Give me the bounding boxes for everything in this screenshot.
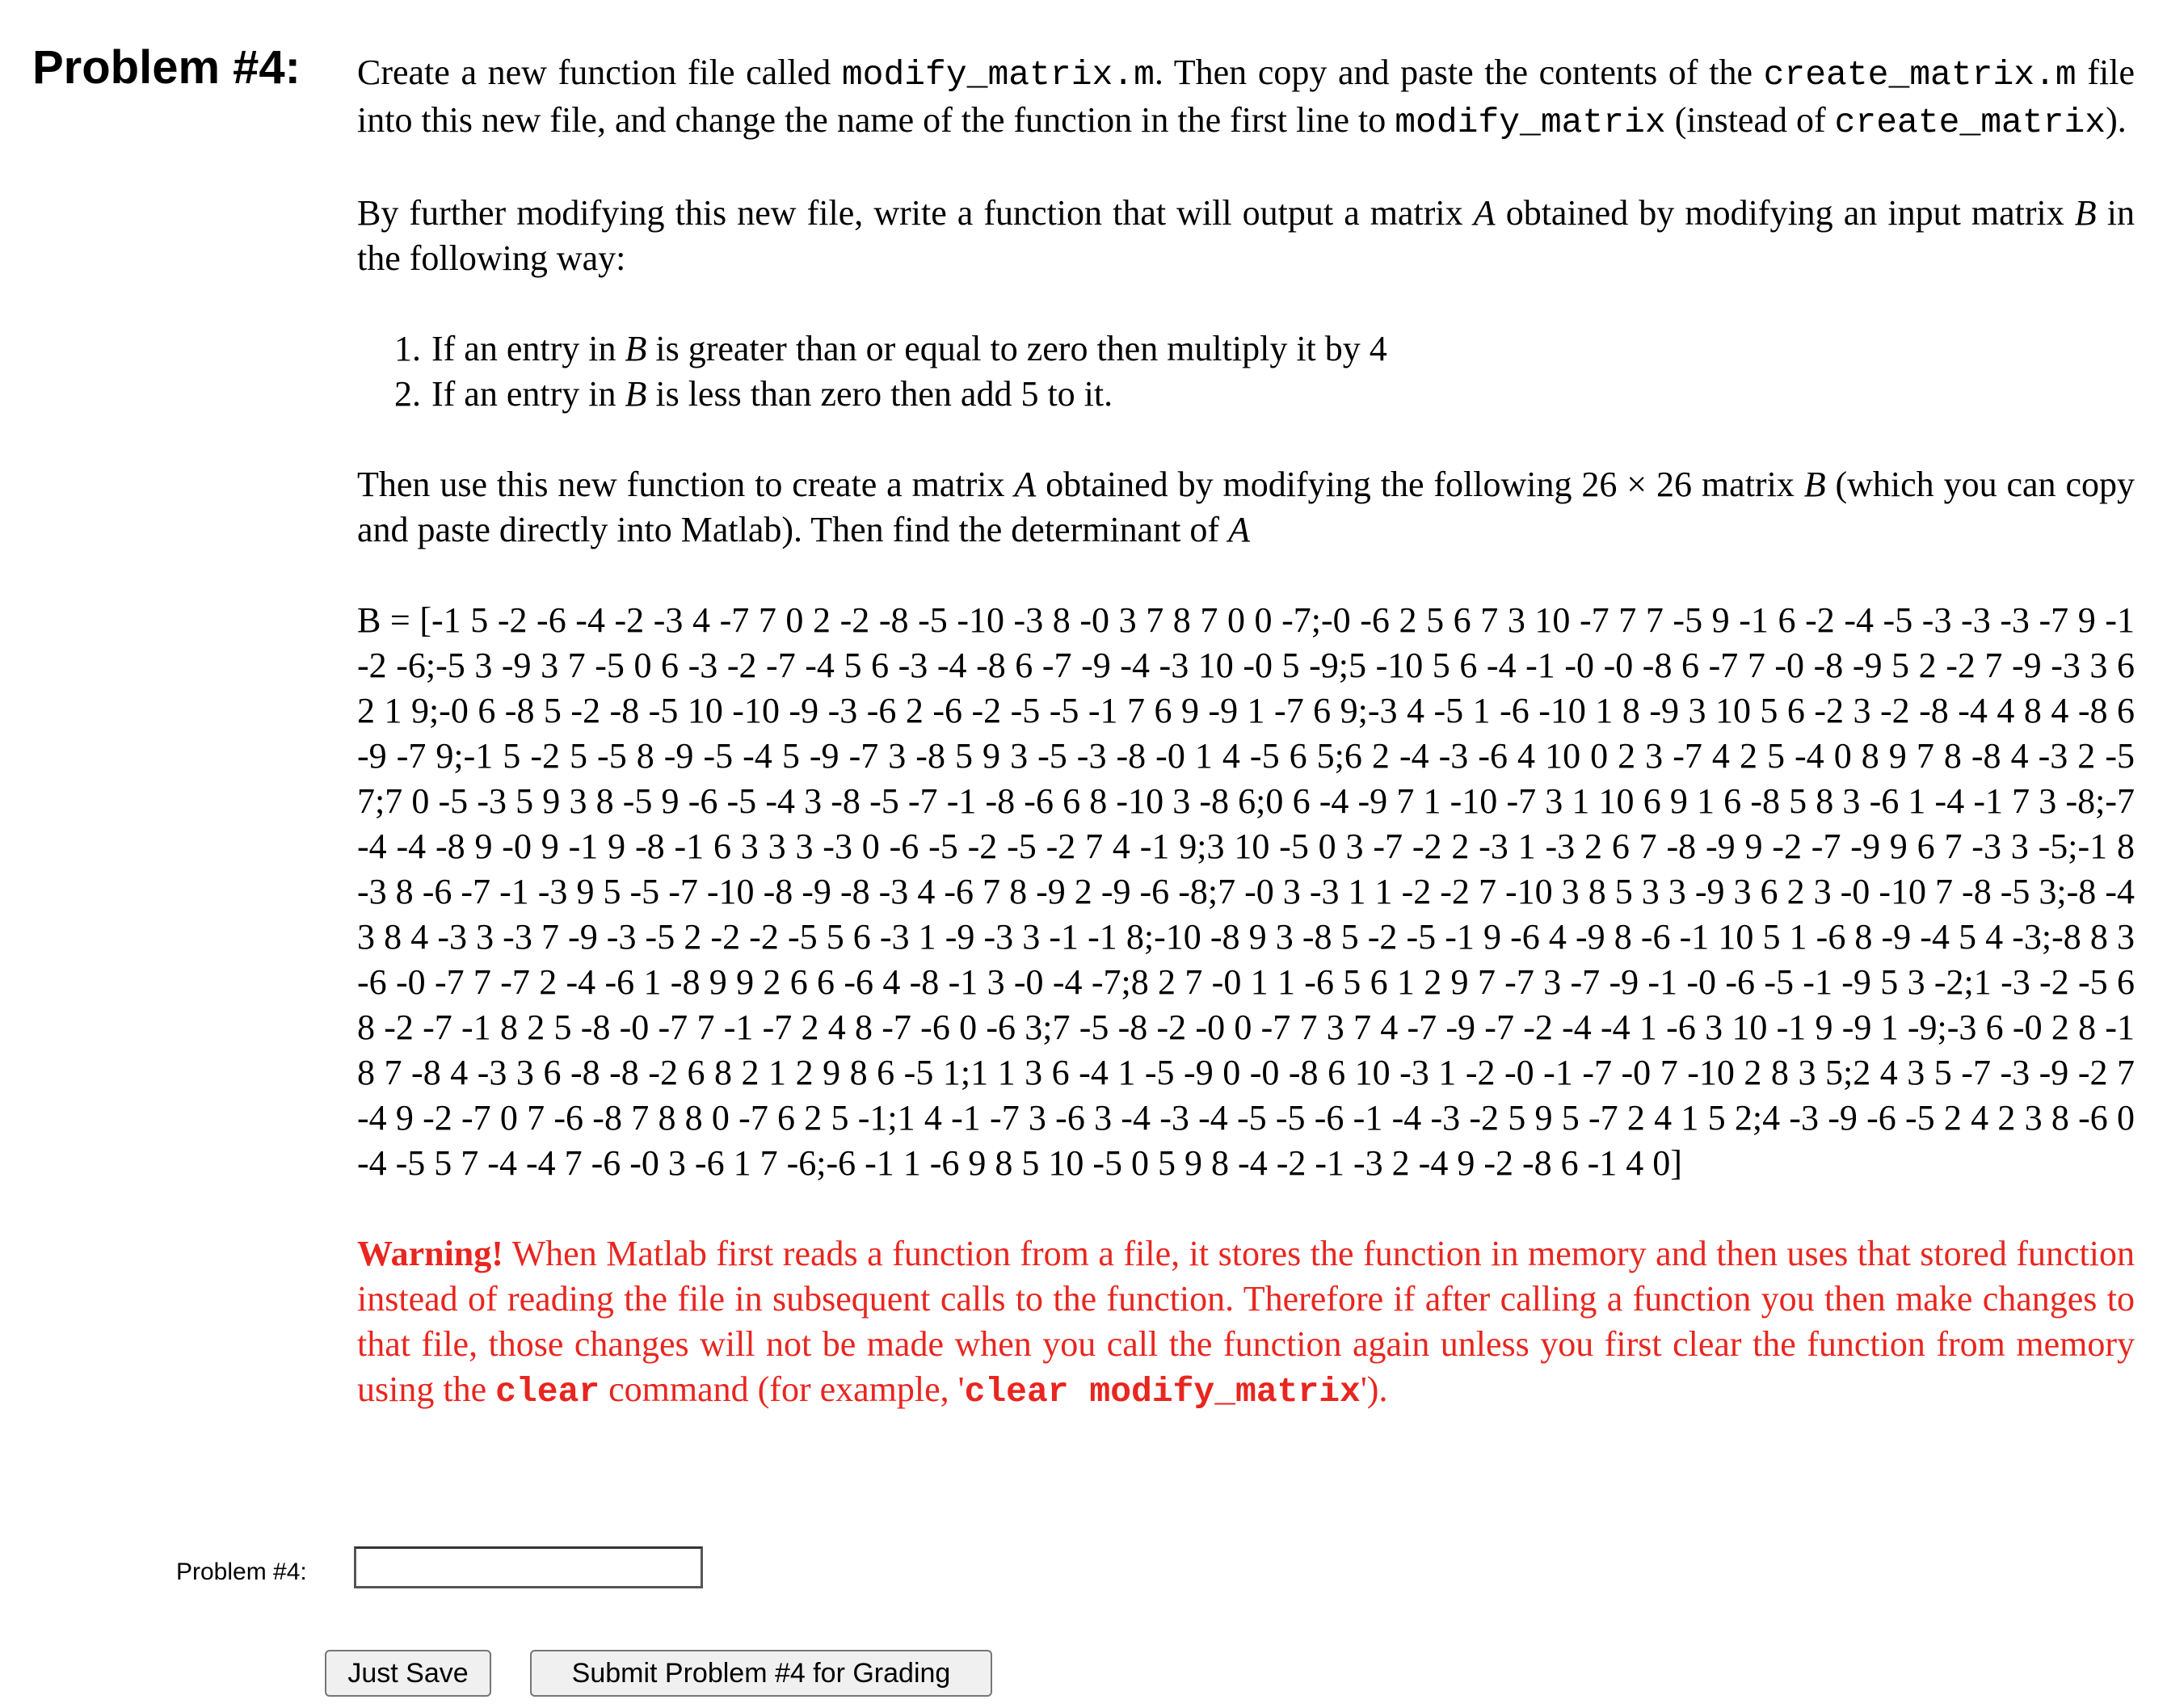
rule-number: 2. — [394, 374, 421, 414]
variable-b: B — [625, 374, 647, 414]
rule-text-2: is greater than or equal to zero then multiply it by 4 — [646, 329, 1387, 368]
function-name-modify-matrix: modify_matrix — [1395, 103, 1666, 142]
variable-a: A — [1473, 193, 1496, 233]
rule-text-1: If an entry in — [431, 329, 625, 368]
warning-text-3: '). — [1360, 1369, 1388, 1409]
variable-b: B — [2074, 193, 2097, 233]
clear-command: clear — [495, 1372, 600, 1411]
clear-example-command: clear modify_matrix — [964, 1372, 1361, 1411]
intro-text-1: Create a new function file called — [357, 53, 842, 92]
rule-item — [394, 372, 2135, 417]
intro-text-2: . Then copy and paste the contents of the — [1154, 53, 1764, 92]
rule-number: 1. — [394, 329, 421, 368]
then-text-2: obtained by modifying the following 26 × 26 matrix — [1036, 465, 1804, 504]
instructions-paragraph — [357, 462, 2135, 553]
variable-b: B — [625, 329, 647, 368]
rule-item — [394, 326, 2135, 372]
variable-b: B — [1803, 465, 1826, 504]
filename-create-matrix: create_matrix.m — [1763, 55, 2077, 95]
then-text-3: (which you can copy and paste directly into Matlab). Then find the determinant of — [357, 465, 2135, 549]
filename-modify-matrix: modify_matrix.m — [841, 55, 1155, 95]
variable-a: A — [1228, 510, 1250, 549]
warning-label: Warning! — [357, 1234, 503, 1273]
problem-content — [357, 50, 2135, 1415]
variable-a: A — [1014, 465, 1037, 504]
answer-label: Problem #4: — [176, 1559, 307, 1585]
then-text-1: Then use this new function to create a matrix — [357, 465, 1015, 504]
rule-text-1: If an entry in — [431, 374, 625, 414]
description-text-1: By further modifying this new file, write a function that will output a matrix — [357, 193, 1474, 233]
description-text-2: obtained by modifying an input matrix — [1495, 193, 2075, 233]
matrix-definition: B = [-1 5 -2 -6 -4 -2 -3 4 -7 7 0 2 -2 -8 -5 -10 -3 8 -0 3 7 8 7 0 0 -7;-0 -6 2 5 6 7 3 10 -7 7 7 -5 9 -1 6 -2 -4 -5 -3 -3 -3 -7 9 -1 -2 -6;-5 3 -9 3 7 -5 0 6 -3 -2 -7 -4 5 6 -3 -4 -8 6 -7 -9 -4 -3 10 -0 5 -9;5 -10 5 6 -4 -1 -0 -0 -8 6 -7 7 -0 -8 -9 5 2 -2 7 -9 -3 3 6 2 1 9;-0 6 -8 5 -2 -8 -5 10 -10 -9 -3 -6 2 -6 -2 -5 -5 -1 7 6 9 -9 1 -7 6 9;-3 4 -5 1 -6 -10 1 8 -9 3 10 5 6 -2 3 -2 -8 -4 4 8 4 -8 6 -9 -7 9;-1 5 -2 5 -5 8 -9 -5 -4 5 -9 -7 3 -8 5 9 3 -5 -3 -8 -0 1 4 -5 6 5;6 2 -4 -3 -6 4 10 0 2 3 -7 4 2 5 -4 0 8 9 7 8 -8 4 -3 2 -5 7;7 0 -5 -3 5 9 3 8 -5 9 -6 -5 -4 3 -8 -5 -7 -1 -8 -6 6 8 -10 3 -8 6;0 6 -4 -9 7 1 -10 -7 3 1 10 6 9 1 6 -8 5 8 3 -6 1 -4 -1 7 3 -8;-7 -4 -4 -8 9 -0 9 -1 9 -8 -1 6 3 3 3 -3 0 -6 -5 -2 -5 -2 7 4 -1 9;3 10 -5 0 3 -7 -2 2 -3 1 -3 2 6 7 -8 -9 9 -2 -7 -9 9 6 7 -3 3 -5;-1 8 -3 8 -6 -7 -1 -3 9 5 -5 -7 -10 -8 -9 -8 -3 4 -6 7 8 -9 2 -9 -6 -8;7 -0 3 -3 1 1 -2 -2 7 -10 3 8 5 3 3 -9 3 6 2 3 -0 -10 7 -8 -5 3;-8 -4 3 8 4 -3 3 -3 7 -9 -3 -5 2 -2 -2 -5 5 6 -3 1 -9 -3 3 -1 -1 8;-10 -8 9 3 -8 5 -2 -5 -1 9 -6 4 -9 8 -6 -1 10 5 1 -6 8 -9 -4 5 4 -3;-8 8 3 -6 -0 -7 7 -7 2 -4 -6 1 -8 9 9 2 6 6 -6 4 -8 -1 3 -0 -4 -7;8 2 7 -0 1 1 -6 5 6 1 2 9 7 -7 3 -7 -9 -1 -0 -6 -5 -1 -9 5 3 -2;1 -3 -2 -5 6 8 -2 -7 -1 8 2 5 -8 -0 -7 7 -1 -7 2 4 8 -7 -6 0 -6 3;7 -5 -8 -2 -0 0 -7 7 3 7 4 -7 -9 -7 -2 -4 -4 1 -6 3 10 -1 9 -9 1 -9;-3 6 -0 2 8 -1 8 7 -8 4 -3 3 6 -8 -8 -2 6 8 2 1 2 9 8 6 -5 1;1 1 3 6 -4 1 -5 -9 0 -0 -8 6 10 -3 1 -2 -0 -1 -7 -0 7 -10 2 8 3 5;2 4 3 5 -7 -3 -9 -2 7 -4 9 -2 -7 0 7 -6 -8 7 8 8 0 -7 6 2 5 -1;1 4 -1 -7 3 -6 3 -4 -3 -4 -5 -5 -6 -1 -4 -3 -2 5 9 5 -7 2 4 1 5 2;4 -3 -9 -6 -5 2 4 2 3 8 -6 0 -4 -5 5 7 -4 -4 7 -6 -0 3 -6 1 7 -6;-6 -1 1 -6 9 8 5 10 -5 0 5 9 8 -4 -2 -1 -3 2 -4 9 -2 -8 6 -1 4 0] — [357, 600, 2135, 1183]
warning-paragraph — [357, 1231, 2135, 1415]
rules-list — [357, 326, 2135, 417]
answer-input[interactable] — [354, 1546, 703, 1588]
description-text-3: in the following way: — [357, 193, 2135, 278]
intro-text-3: file into this new file, and change the name of the function in the first line to — [357, 53, 2135, 140]
intro-text-5: ). — [2106, 100, 2127, 140]
intro-paragraph — [357, 50, 2135, 145]
problem-title: Problem #4: — [32, 41, 301, 94]
description-paragraph — [357, 191, 2135, 281]
warning-text-1: When Matlab first reads a function from a file, it stores the function in memory and then uses that stored function instead of reading the file in subsequent calls to the function. Therefore if after calling a function you then make changes to that file, those changes will not be made when you call the function again unless you first clear the function from memory using the — [357, 1234, 2135, 1409]
warning-text-2: command (for example, ' — [600, 1369, 965, 1409]
submit-button[interactable]: Submit Problem #4 for Grading — [530, 1650, 992, 1697]
intro-text-4: (instead of — [1665, 100, 1835, 140]
just-save-button[interactable]: Just Save — [325, 1650, 491, 1697]
function-name-create-matrix: create_matrix — [1834, 103, 2106, 142]
rule-text-2: is less than zero then add 5 to it. — [646, 374, 1113, 414]
